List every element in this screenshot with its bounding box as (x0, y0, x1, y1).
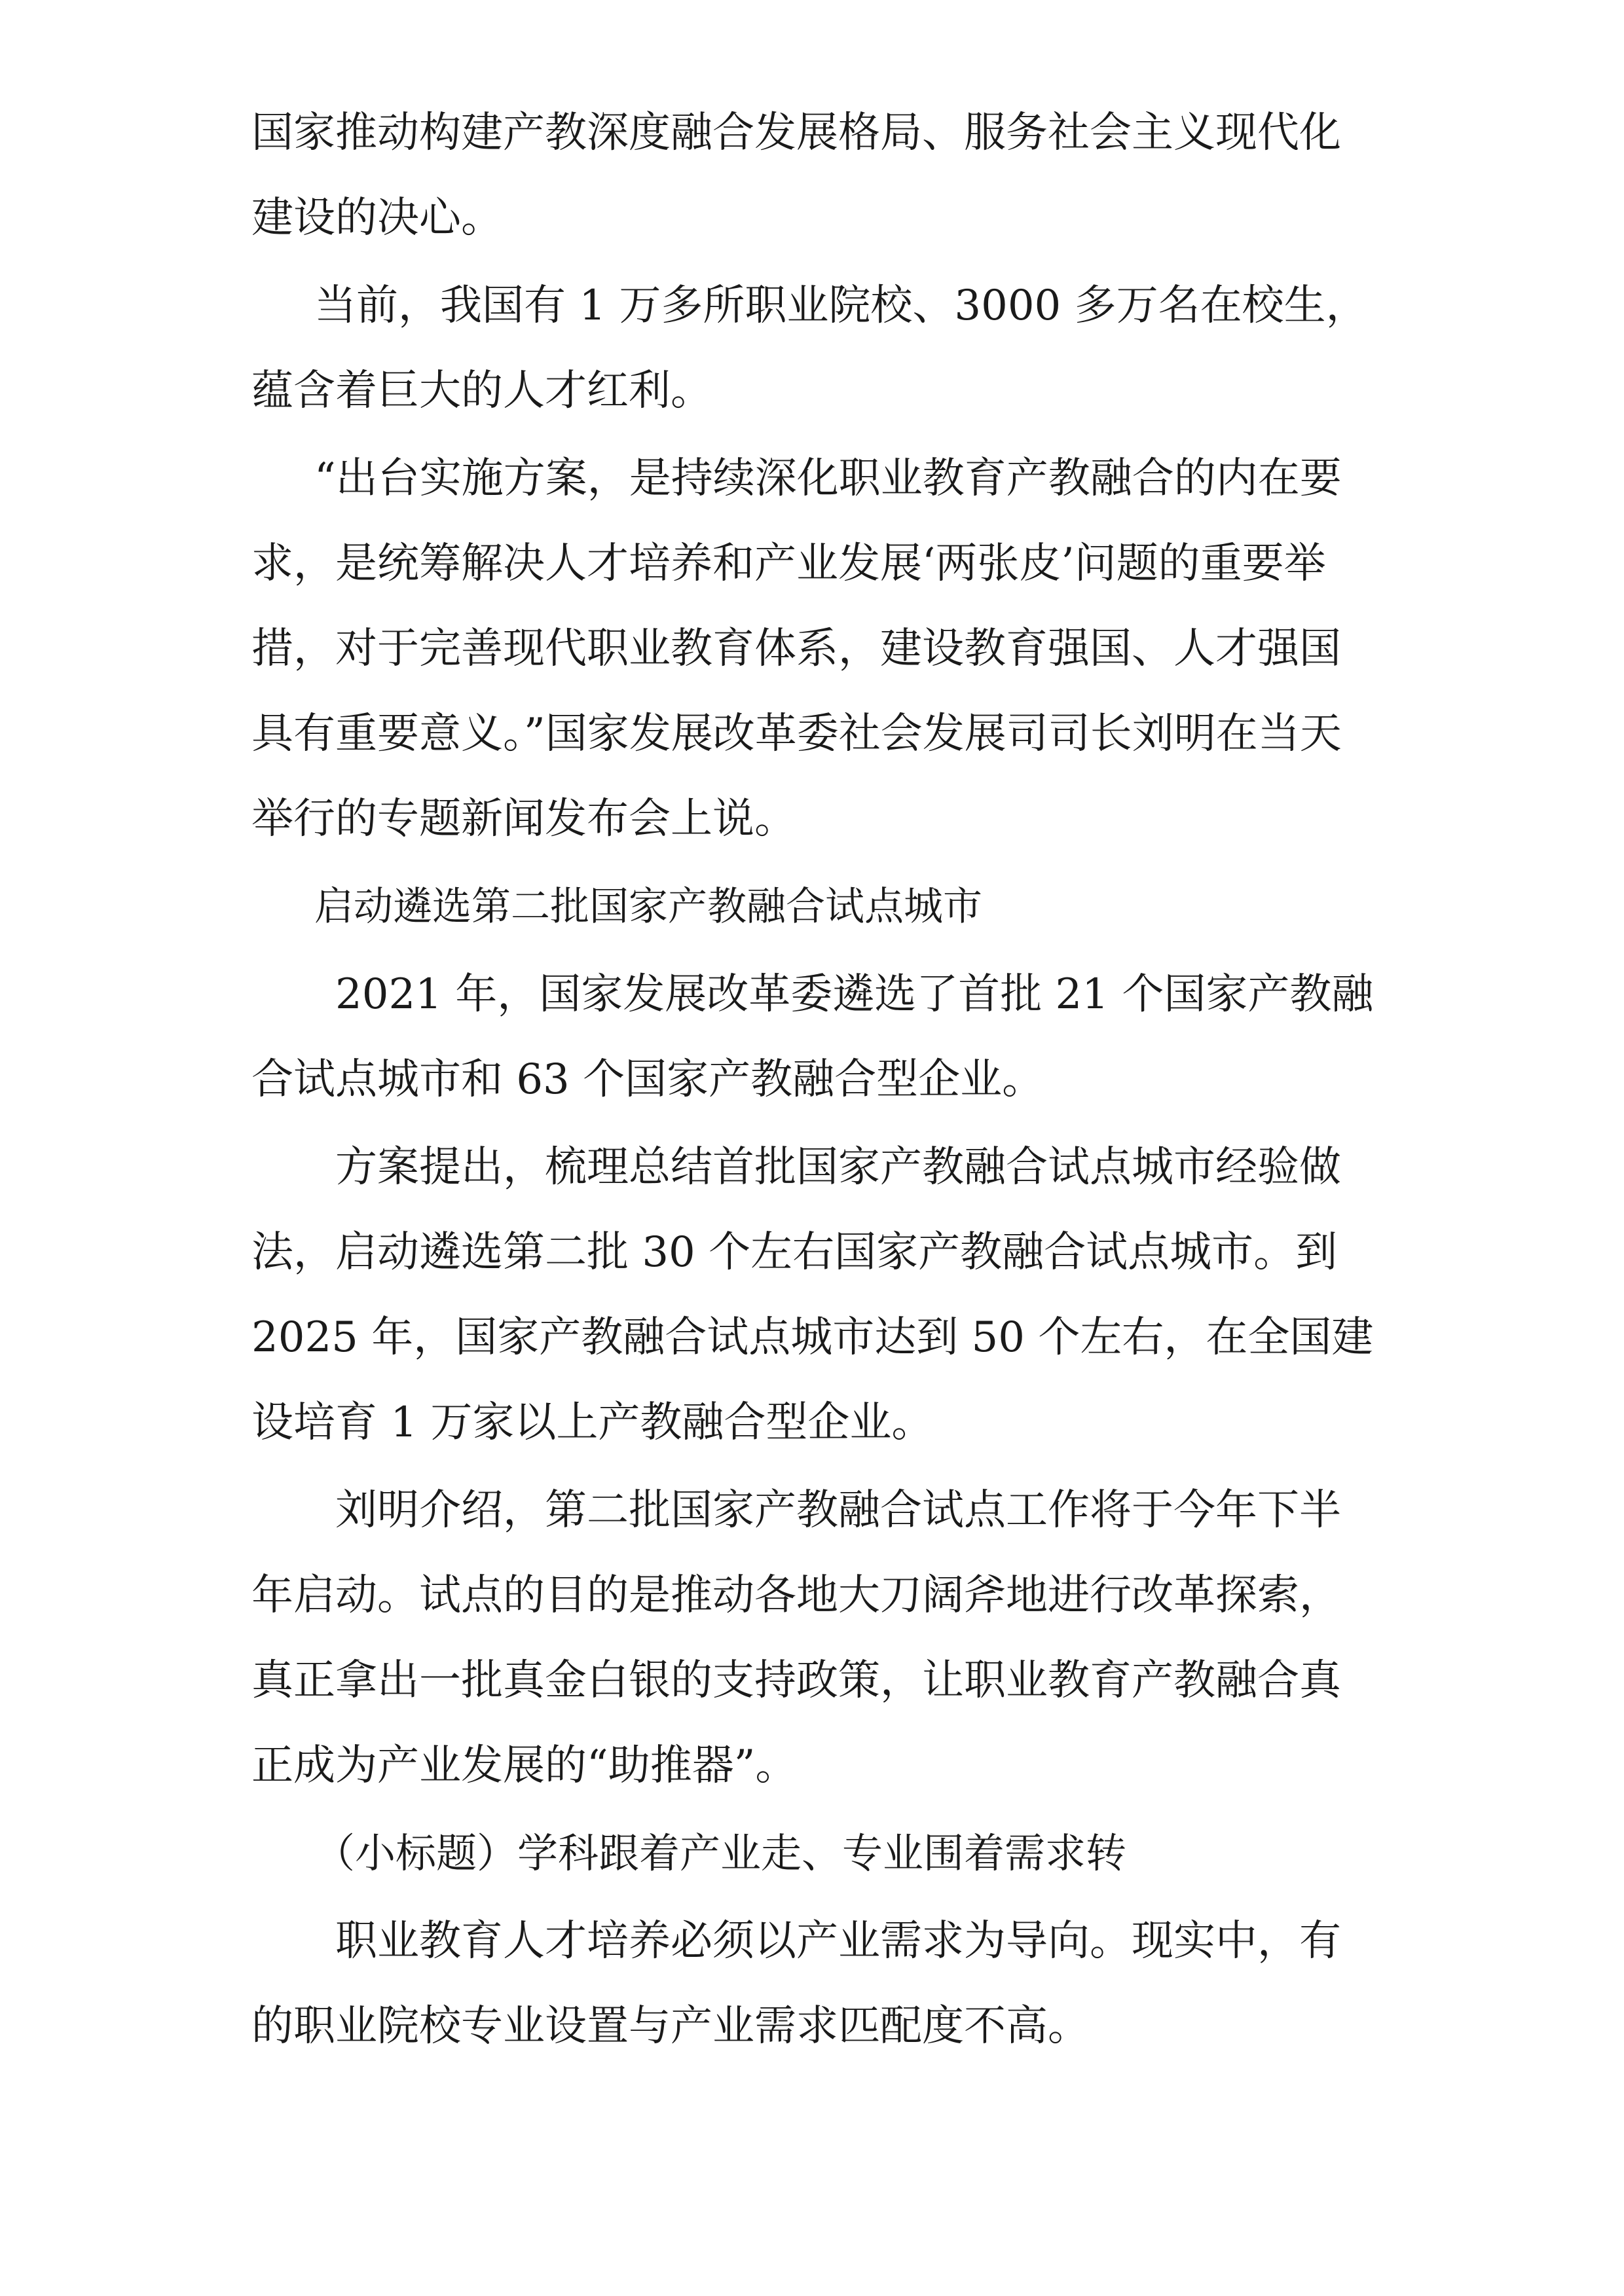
paragraph-liu-ming: 刘明介绍，第二批国家产教融合试点工作将于今年下半年启动。试点的目的是推动各地大刀阔斧地进行改革探索，真正拿出一批真金白银的支持政策，让职业教育产教融合真正成为产业发展的“助推器”。 (251, 1486, 1341, 1790)
paragraph-vocational-schools: 当前，我国有 1 万多所职业院校、3000 多万名在校生，蕴含着巨大的人才红利。 (251, 282, 1368, 415)
paragraph-industry-demand: 职业教育人才培养必须以产业需求为导向。现实中，有的职业院校专业设置与产业需求匹配度不高。 (251, 1917, 1341, 2050)
document-body (251, 90, 1375, 2071)
section-heading: 启动遴选第二批国家产教融合试点城市 (314, 884, 982, 930)
paragraph-continued: 国家推动构建产教深度融合发展格局、服务社会主义现代化建设的决心。 (251, 109, 1341, 242)
paragraph-quote: “出台实施方案，是持续深化职业教育产教融合的内在要求，是统筹解决人才培养和产业发展‘两张皮’问题的重要举措，对于完善现代职业教育体系，建设教育强国、人才强国具有重要意义。”国家发展改革委社会发展司司长刘明在当天举行的专题新闻发布会上说。 (251, 454, 1342, 843)
subheading: （小标题）学科跟着产业走、专业围着需求转 (314, 1829, 1127, 1877)
paragraph-plan: 方案提出，梳理总结首批国家产教融合试点城市经验做法，启动遴选第二批 30 个左右国家产教融合试点城市。到 2025 年，国家产教融合试点城市达到 50 个左右，在全国建设培育 1 万家以上产教融合型企业。 (251, 1143, 1374, 1447)
paragraph-2021: 2021 年，国家发展改革委遴选了首批 21 个国家产教融合试点城市和 63 个国家产教融合型企业。 (251, 970, 1374, 1104)
